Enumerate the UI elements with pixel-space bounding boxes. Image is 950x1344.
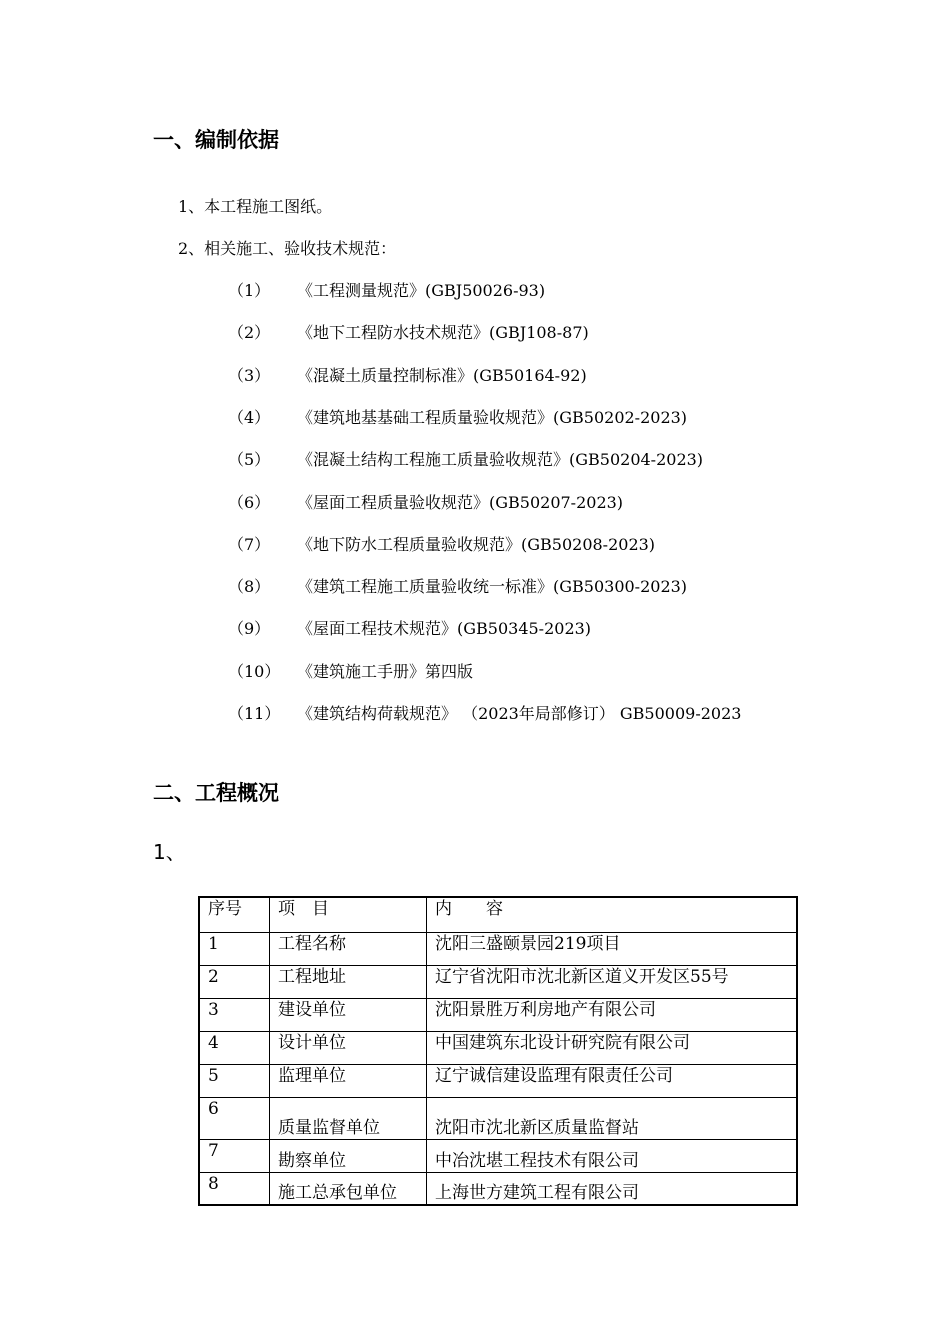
row-index: 7	[199, 1139, 270, 1172]
row-index: 3	[199, 998, 270, 1031]
table-row	[199, 965, 797, 998]
section-heading-overview: 二、工程概况	[153, 781, 279, 805]
row-index: 2	[199, 965, 270, 998]
reference-number: （1）	[228, 281, 271, 300]
row-content: 中国建筑东北设计研究院有限公司	[427, 1031, 798, 1064]
row-content: 沈阳三盛颐景园219项目	[427, 932, 798, 965]
subsection-number: 1、	[153, 840, 186, 864]
table-row	[199, 1097, 797, 1139]
reference-title: 《地下工程防水技术规范》(GBJ108-87)	[297, 323, 589, 343]
table-row	[199, 1139, 797, 1172]
reference-number: （7）	[228, 534, 271, 554]
reference-title: 《建筑地基基础工程质量验收规范》(GB50202-2023)	[297, 407, 688, 427]
row-index: 8	[199, 1172, 270, 1205]
row-item: 监理单位	[270, 1064, 427, 1097]
reference-title: 《建筑工程施工质量验收统一标准》(GB50300-2023)	[297, 577, 688, 597]
row-content: 沈阳市沈北新区质量监督站	[427, 1097, 798, 1139]
reference-title: 《屋面工程质量验收规范》(GB50207-2023)	[297, 492, 624, 512]
section-heading-basis: 一、编制依据	[153, 128, 279, 152]
header-cell: 项 目	[270, 897, 427, 932]
reference-title: 《屋面工程技术规范》(GB50345-2023)	[297, 619, 592, 639]
reference-number: （8）	[228, 577, 271, 597]
table-row	[199, 1172, 797, 1205]
row-index: 5	[199, 1064, 270, 1097]
row-item: 勘察单位	[270, 1139, 427, 1172]
table-row	[199, 998, 797, 1031]
reference-number: （10）	[228, 661, 281, 681]
reference-number: （9）	[228, 619, 271, 639]
reference-number: （11）	[228, 704, 281, 723]
row-content: 辽宁诚信建设监理有限责任公司	[427, 1064, 798, 1097]
table-row	[199, 1064, 797, 1097]
reference-number: （2）	[228, 323, 271, 343]
header-cell: 序号	[199, 897, 270, 932]
row-item: 施工总承包单位	[270, 1172, 427, 1205]
reference-number: （4）	[228, 407, 271, 427]
row-item: 工程地址	[270, 965, 427, 998]
basis-item: 2、相关施工、验收技术规范：	[178, 239, 397, 258]
reference-title: 《工程测量规范》(GBJ50026-93)	[297, 281, 546, 300]
reference-title: 《混凝土结构工程施工质量验收规范》(GB50204-2023)	[297, 450, 704, 470]
reference-number: （5）	[228, 450, 271, 470]
row-content: 沈阳景胜万利房地产有限公司	[427, 998, 798, 1031]
row-content: 上海世方建筑工程有限公司	[427, 1172, 798, 1205]
header-cell: 内 容	[427, 897, 798, 932]
project-info-table	[198, 896, 798, 1206]
row-content: 中冶沈堪工程技术有限公司	[427, 1139, 798, 1172]
table-row	[199, 1031, 797, 1064]
basis-item: 1、本工程施工图纸。	[178, 197, 333, 216]
row-item: 工程名称	[270, 932, 427, 965]
reference-number: （3）	[228, 365, 271, 385]
row-index: 1	[199, 932, 270, 965]
row-content: 辽宁省沈阳市沈北新区道义开发区55号	[427, 965, 798, 998]
row-item: 建设单位	[270, 998, 427, 1031]
reference-title: 《地下防水工程质量验收规范》(GB50208-2023)	[297, 534, 656, 554]
reference-title: 《建筑施工手册》第四版	[297, 661, 474, 681]
row-index: 6	[199, 1097, 270, 1139]
row-item: 设计单位	[270, 1031, 427, 1064]
row-item: 质量监督单位	[270, 1097, 427, 1139]
table-header-row	[199, 897, 797, 932]
table-row	[199, 932, 797, 965]
reference-title: 《建筑结构荷载规范》 （2023年局部修订） GB50009-2023	[297, 704, 742, 723]
reference-title: 《混凝土质量控制标准》(GB50164-92)	[297, 365, 587, 385]
row-index: 4	[199, 1031, 270, 1064]
reference-number: （6）	[228, 492, 271, 512]
